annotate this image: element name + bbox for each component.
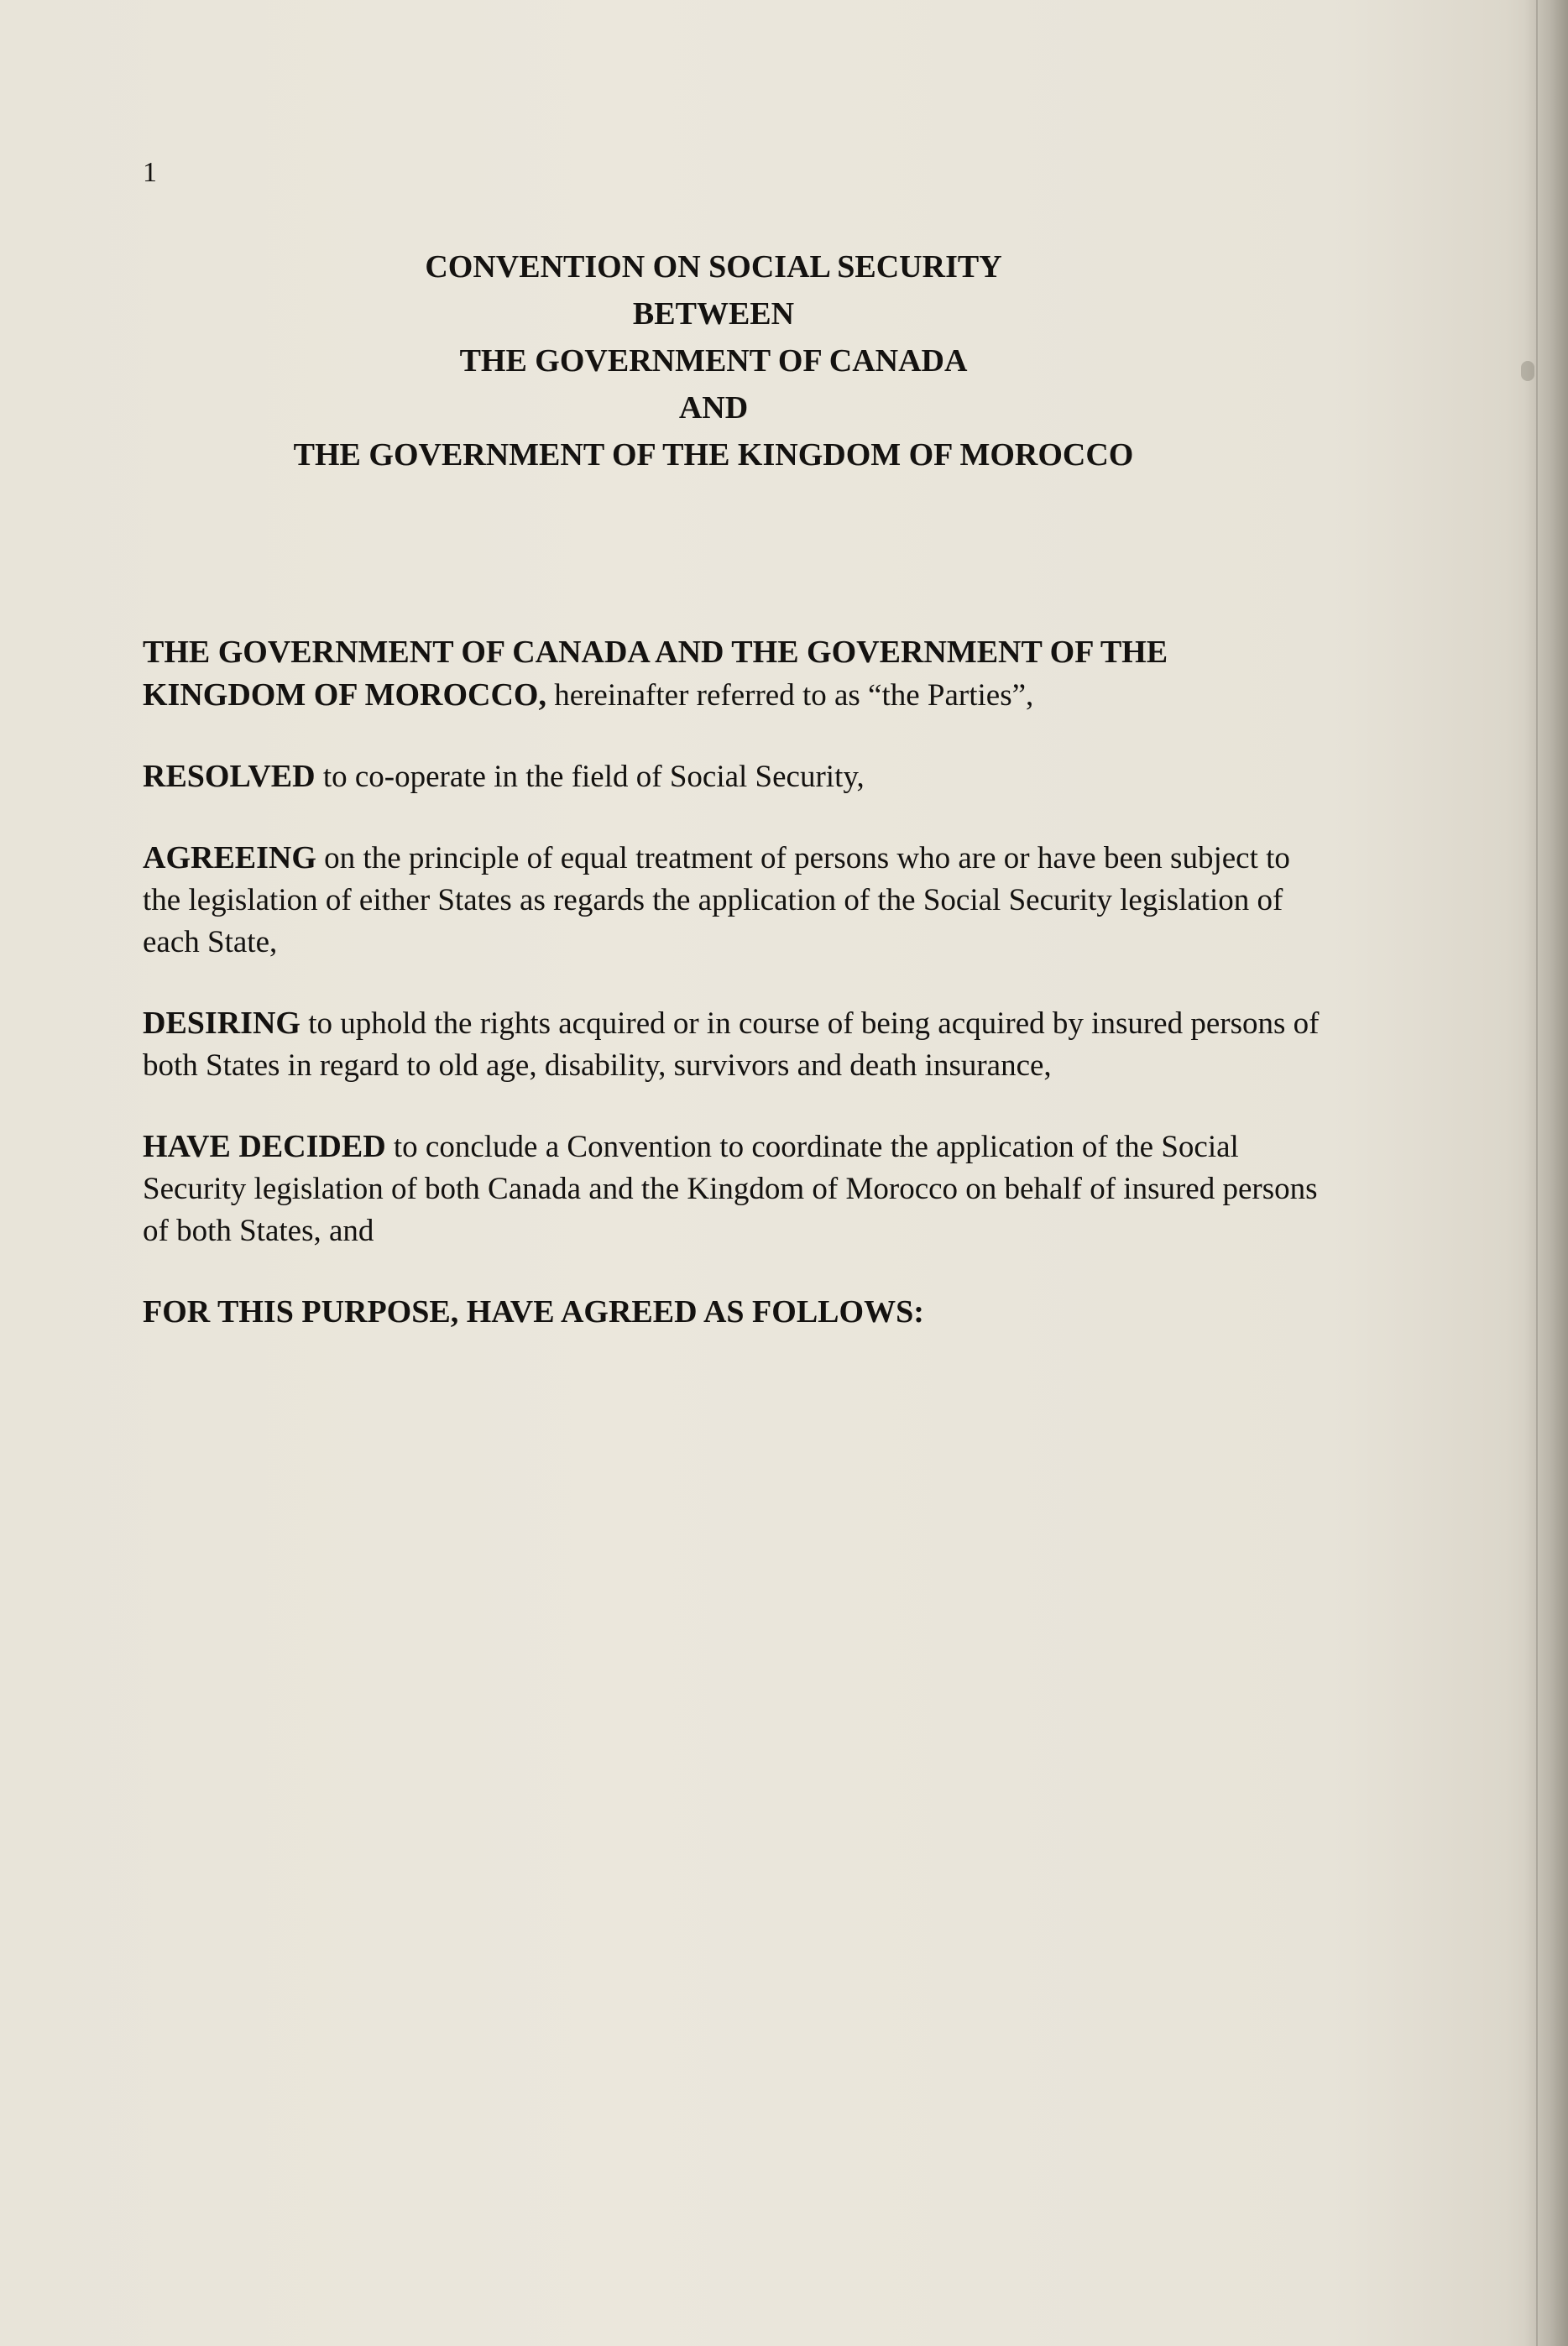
paragraph-text: to conclude a Convention to coordinate the application of the Social Security legislation of both Canada and the Kingdom of Morocco on behalf of insured persons of both States, and — [143, 1130, 1318, 1248]
paragraph-lead: DESIRING — [143, 1006, 301, 1041]
paragraph-lead: AGREEING — [143, 840, 316, 875]
convention-title — [0, 243, 1427, 478]
preamble-paragraph-parties — [143, 631, 1335, 717]
paragraph-text: to co-operate in the field of Social Security, — [315, 760, 865, 794]
page-fold-line — [1536, 0, 1538, 2346]
preamble-paragraph-decided — [143, 1126, 1335, 1252]
page-edge-shadow — [1524, 0, 1568, 2346]
paragraph-text: on the principle of equal treatment of persons who are or have been subject to the legislation of either States as regards the application of the Social Security legislation of each State, — [143, 841, 1290, 959]
title-line: AND — [678, 390, 749, 426]
preamble-paragraph-agreeing — [143, 837, 1335, 964]
paragraph-lead: THE GOVERNMENT OF CANADA AND THE GOVERNMENT OF THE KINGDOM OF MOROCCO, — [143, 635, 1168, 713]
title-line: THE GOVERNMENT OF THE KINGDOM OF MOROCCO — [293, 437, 1134, 473]
page-mark — [1521, 361, 1534, 381]
paragraph-lead: RESOLVED — [143, 759, 316, 794]
preamble-paragraph-desiring — [143, 1002, 1335, 1087]
paragraph-text: to uphold the rights acquired or in course of being acquired by insured persons of both States in regard to old age, disability, survivors and death insurance, — [143, 1006, 1320, 1083]
title-line: BETWEEN — [632, 296, 795, 332]
title-line: THE GOVERNMENT OF CANADA — [459, 343, 968, 379]
title-line: CONVENTION ON SOCIAL SECURITY — [425, 249, 1002, 285]
preamble-paragraph-resolved — [143, 755, 1335, 798]
paragraph-lead: HAVE DECIDED — [143, 1129, 386, 1164]
paragraph-text: hereinafter referred to as “the Parties”, — [546, 678, 1034, 713]
preamble — [143, 631, 1335, 1372]
closing-statement: FOR THIS PURPOSE, HAVE AGREED AS FOLLOWS: — [143, 1294, 924, 1330]
page-number: 1 — [143, 157, 157, 188]
